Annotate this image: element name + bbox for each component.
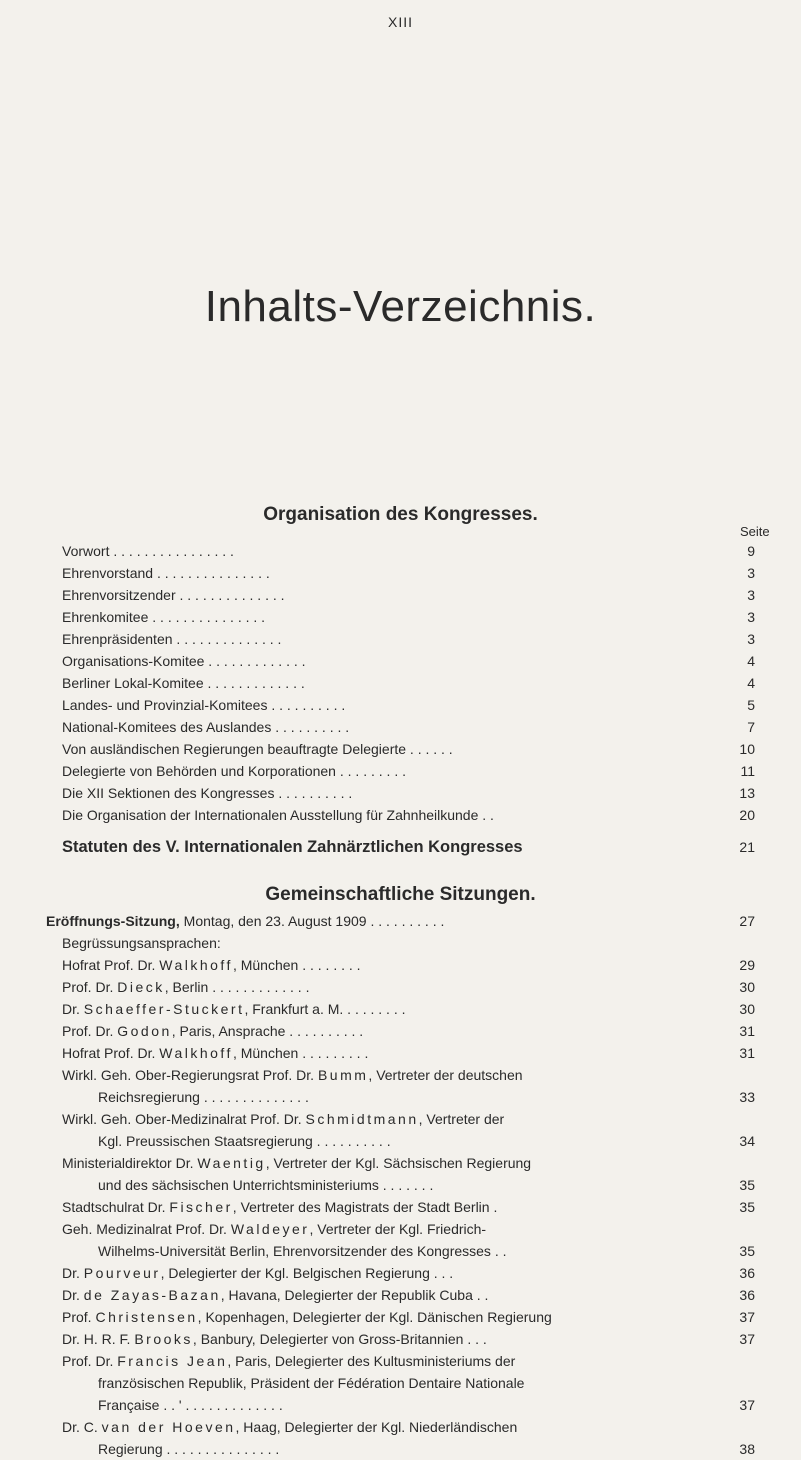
entry-page: 29	[739, 957, 755, 973]
toc-entry	[0, 804, 801, 826]
entry-page: 35	[739, 1243, 755, 1259]
toc-entry	[0, 562, 801, 584]
entry-page: 38	[739, 1441, 755, 1457]
entry-page: 13	[739, 785, 755, 801]
entry-text-rest: , Frankfurt a. M. . . . . . . . .	[244, 1001, 406, 1017]
entry-page: 30	[739, 979, 755, 995]
entry-text: Organisations-Komitee . . . . . . . . . . . . .	[62, 653, 306, 669]
entry-text: Reichsregierung . . . . . . . . . . . . . .	[98, 1089, 309, 1105]
entry-text: Ehrenpräsidenten . . . . . . . . . . . . . .	[62, 631, 282, 647]
entry-text: Hofrat Prof. Dr.	[62, 957, 160, 973]
entry-text: Prof. Dr.	[62, 979, 118, 995]
entry-text: Montag, den 23. August 1909 . . . . . . . . . .	[179, 913, 445, 929]
section-title-organisation: Organisation des Kongresses.	[263, 504, 538, 525]
entry-text: Geh. Medizinalrat Prof. Dr.	[62, 1221, 231, 1237]
entry-text: Dr.	[62, 1287, 84, 1303]
toc-entry-statuten	[0, 836, 801, 858]
entry-text-rest: , Paris, Ansprache . . . . . . . . . .	[171, 1023, 364, 1039]
toc-entry	[0, 998, 801, 1020]
entry-person-name: Brooks	[134, 1331, 193, 1347]
entry-text-rest: , Vertreter der Kgl. Friedrich-	[309, 1221, 487, 1237]
entry-text: Ehrenvorstand . . . . . . . . . . . . . . .	[62, 565, 270, 581]
entry-page: 3	[747, 565, 755, 581]
toc-entry	[0, 1130, 801, 1152]
entry-text: Kgl. Preussischen Staatsregierung . . . . . . . . . .	[98, 1133, 391, 1149]
entry-text: Regierung . . . . . . . . . . . . . . .	[98, 1441, 280, 1457]
entry-text: Delegierte von Behörden und Korporationen . . . . . . . . .	[62, 763, 406, 779]
toc-entry	[0, 954, 801, 976]
toc-entry	[0, 1394, 801, 1416]
entry-page: 33	[739, 1089, 755, 1105]
toc-entry	[0, 1174, 801, 1196]
entry-text-rest: , Vertreter der deutschen	[368, 1067, 523, 1083]
entry-page: 5	[747, 697, 755, 713]
toc-entry	[0, 782, 801, 804]
entry-page: 3	[747, 631, 755, 647]
entry-page: 31	[739, 1023, 755, 1039]
entry-page: 34	[739, 1133, 755, 1149]
entry-page: 37	[739, 1331, 755, 1347]
entry-text-rest: , Havana, Delegierter der Republik Cuba . .	[220, 1287, 489, 1303]
entry-person-name: Bumm	[317, 1067, 369, 1083]
entry-page: 9	[747, 543, 755, 559]
entry-person-name: Walkhoff	[159, 1045, 233, 1061]
entry-page: 21	[739, 839, 755, 855]
toc-entry	[0, 1328, 801, 1350]
entry-text: Landes- und Provinzial-Komitees . . . . . . . . . .	[62, 697, 346, 713]
entry-text-rest: , München . . . . . . . . .	[232, 1045, 369, 1061]
toc-entry	[0, 1152, 801, 1174]
entry-page: 36	[739, 1287, 755, 1303]
toc-entry	[0, 650, 801, 672]
entry-page: 10	[739, 741, 755, 757]
toc-entry	[0, 1350, 801, 1372]
entry-text-rest: , Vertreter der Kgl. Sächsischen Regierung	[265, 1155, 532, 1171]
entry-person-name: de Zayas-Bazan	[83, 1287, 221, 1303]
entry-page: 27	[739, 913, 755, 929]
entry-person-name: Schmidtmann	[305, 1111, 419, 1127]
entry-text: Die XII Sektionen des Kongresses . . . . . . . . . .	[62, 785, 353, 801]
toc-entry	[0, 1196, 801, 1218]
toc-entry	[0, 1064, 801, 1086]
entry-text: Ehrenvorsitzender . . . . . . . . . . . . . .	[62, 587, 285, 603]
page-number: XIII	[387, 14, 413, 30]
toc-entry	[0, 540, 801, 562]
toc-entry	[0, 606, 801, 628]
section-title-sitzungen: Gemeinschaftliche Sitzungen.	[265, 884, 536, 905]
entry-person-name: Dieck	[117, 979, 165, 995]
toc-entry	[0, 738, 801, 760]
document-title: Inhalts-Verzeichnis.	[204, 282, 597, 331]
entry-text-rest: , München . . . . . . . .	[232, 957, 361, 973]
entry-text: Prof. Dr.	[62, 1023, 118, 1039]
entry-text: Von ausländischen Regierungen beauftragte Delegierte . . . . . .	[62, 741, 453, 757]
entry-person-name: Christensen	[95, 1309, 198, 1325]
toc-entry	[0, 760, 801, 782]
entry-text: Dr.	[62, 1265, 84, 1281]
toc-entry	[0, 1042, 801, 1064]
entry-text-rest: , Paris, Delegierter des Kultusministeriums der	[227, 1353, 516, 1369]
entry-text-rest: , Berlin . . . . . . . . . . . . .	[164, 979, 310, 995]
entry-page: 11	[740, 763, 755, 779]
entry-text: Prof. Dr.	[62, 1353, 118, 1369]
entry-text: und des sächsischen Unterrichtsministeriums . . . . . . .	[98, 1177, 434, 1193]
toc-entry	[0, 672, 801, 694]
page-column-header: Seite	[740, 524, 770, 539]
toc-entry	[0, 1372, 801, 1394]
entry-person-name: Schaeffer-Stuckert	[83, 1001, 245, 1017]
entry-text-rest: , Vertreter der	[418, 1111, 505, 1127]
entry-person-name: Francis Jean	[117, 1353, 228, 1369]
entry-text: Prof.	[62, 1309, 96, 1325]
entry-text: Dr.	[62, 1001, 84, 1017]
entry-person-name: Waldeyer	[230, 1221, 310, 1237]
toc-entry	[0, 1108, 801, 1130]
entry-page: 35	[739, 1199, 755, 1215]
entry-text: Berliner Lokal-Komitee . . . . . . . . . . . . .	[62, 675, 305, 691]
toc-entry	[0, 1240, 801, 1262]
entry-page: 4	[747, 675, 755, 691]
entry-text: Vorwort . . . . . . . . . . . . . . . .	[62, 543, 234, 559]
toc-entry	[0, 1438, 801, 1460]
toc-entry	[0, 1218, 801, 1240]
toc-entry	[0, 628, 801, 650]
toc-entry	[0, 584, 801, 606]
entry-text-rest: , Kopenhagen, Delegierter der Kgl. Dänischen Regierung	[197, 1309, 552, 1325]
entry-person-name: Waentig	[197, 1155, 266, 1171]
entry-text: Wirkl. Geh. Ober-Regierungsrat Prof. Dr.	[62, 1067, 318, 1083]
toc-entry	[0, 976, 801, 998]
entry-text-rest: , Banbury, Delegierter von Gross-Britannien . . .	[192, 1331, 487, 1347]
entry-text-rest: , Haag, Delegierter der Kgl. Niederländischen	[235, 1419, 518, 1435]
entry-page: 37	[739, 1397, 755, 1413]
entry-page: 35	[739, 1177, 755, 1193]
entry-person-name: Pourveur	[83, 1265, 161, 1281]
toc-entry	[0, 1086, 801, 1108]
entry-text: Statuten des V. Internationalen Zahnärztlichen Kongresses	[62, 838, 523, 856]
entry-page: 31	[739, 1045, 755, 1061]
entry-person-name: Godon	[117, 1023, 172, 1039]
entry-page: 37	[739, 1309, 755, 1325]
entry-text: Wirkl. Geh. Ober-Medizinalrat Prof. Dr.	[62, 1111, 306, 1127]
entry-page: 30	[739, 1001, 755, 1017]
entry-page: 20	[739, 807, 755, 823]
toc-entry	[0, 1020, 801, 1042]
entry-text: Stadtschulrat Dr.	[62, 1199, 170, 1215]
entry-lead: Eröffnungs-Sitzung,	[46, 913, 180, 929]
subheading-begruessung: Begrüssungsansprachen:	[62, 935, 221, 951]
toc-entry	[0, 1284, 801, 1306]
entry-person-name: Walkhoff	[159, 957, 233, 973]
toc-entry	[0, 716, 801, 738]
entry-page: 4	[747, 653, 755, 669]
toc-entry	[0, 1262, 801, 1284]
entry-text: National-Komitees des Auslandes . . . . . . . . . .	[62, 719, 350, 735]
entry-text: Dr. C.	[62, 1419, 102, 1435]
entry-page: 3	[747, 587, 755, 603]
toc-entry-eroeffnung	[0, 910, 801, 932]
entry-text: französischen Republik, Präsident der Fédération Dentaire Nationale	[98, 1375, 525, 1391]
entry-text: Hofrat Prof. Dr.	[62, 1045, 160, 1061]
toc-entry	[0, 1306, 801, 1328]
entry-person-name: van der Hoeven	[101, 1419, 236, 1435]
entry-page: 36	[739, 1265, 755, 1281]
entry-text: Wilhelms-Universität Berlin, Ehrenvorsitzender des Kongresses . .	[98, 1243, 507, 1259]
entry-text-rest: , Vertreter des Magistrats der Stadt Berlin .	[232, 1199, 498, 1215]
entry-text: Dr. H. R. F.	[62, 1331, 135, 1347]
entry-text: Française . . ' . . . . . . . . . . . . .	[98, 1397, 283, 1413]
toc-entry	[0, 1416, 801, 1438]
entry-text: Die Organisation der Internationalen Ausstellung für Zahnheilkunde . .	[62, 807, 494, 823]
entry-text-rest: , Delegierter der Kgl. Belgischen Regierung . . .	[160, 1265, 454, 1281]
entry-page: 3	[747, 609, 755, 625]
entry-text: Ministerialdirektor Dr.	[62, 1155, 198, 1171]
toc-entry	[0, 694, 801, 716]
entry-page: 7	[747, 719, 755, 735]
entry-text: Ehrenkomitee . . . . . . . . . . . . . . .	[62, 609, 266, 625]
entry-person-name: Fischer	[169, 1199, 233, 1215]
